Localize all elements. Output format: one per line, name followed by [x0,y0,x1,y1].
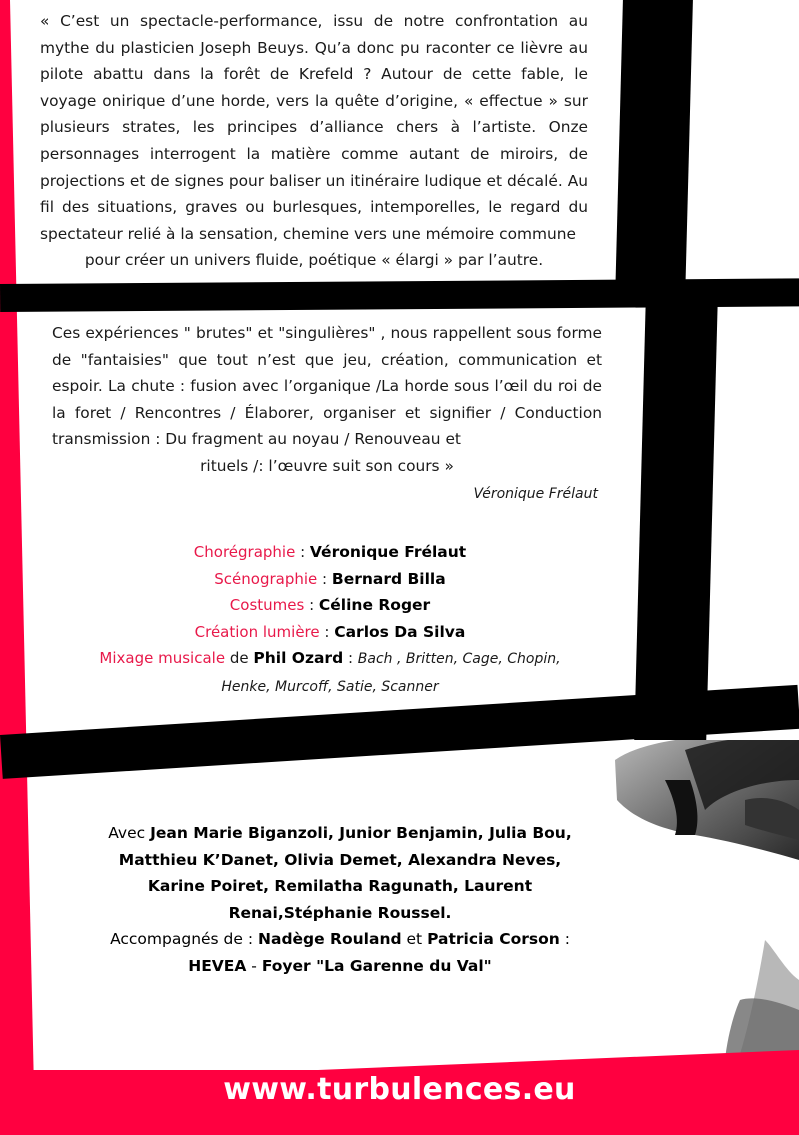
quote-paragraph [52,320,602,480]
cast-line-3 [50,873,630,900]
credit-choreography [60,539,600,566]
credit-costumes [60,592,600,619]
intro-text: « C’est un spectacle-performance, issu de notre confrontation au mythe du plasticien Joseph Beuys. Qu’a donc pu raconter ce lièvre au pilote abattu dans la forêt de Krefeld ? Autour de cette fable, le voyage onirique d’une horde, vers la quête d’origine, « effectue » sur plusieurs strates, les principes d’alliance chers à l’artiste. Onze personnages interrogent la matière comme autant de miroirs, de projections et de signes pour baliser un itinéraire ludique et décalé. Au fil des situations, graves ou burlesques, intemporelles, le regard du spectateur relié à la sensation, chemine vers une mémoire commune [40,12,588,243]
credit-role: Chorégraphie [193,543,296,561]
cast-list [50,820,630,979]
credit-separator: de [225,649,254,667]
credit-separator: : [319,622,335,641]
cast-names: Karine Poiret, Remilatha Ragunath, Laurent [147,877,533,895]
accompanied-label: Accompagnés de : [110,930,259,948]
accompanied-line [50,926,630,953]
website-link[interactable]: www.turbulences.eu [223,1072,576,1107]
intro-paragraph [40,8,588,274]
cast-names: Jean Marie Biganzoli, Junior Benjamin, Julia Bou, [150,824,572,842]
credit-person: Véronique Frélaut [309,543,467,561]
accompanist-1: Nadège Rouland [258,930,402,948]
credit-music-composers-cont [60,673,600,701]
organization-foyer: Foyer "La Garenne du Val" [261,956,492,975]
avec-label: Avec [108,824,151,842]
credit-lighting [60,619,600,646]
credit-separator: : [317,569,332,588]
accompanist-2: Patricia Corson [427,930,560,948]
credit-person: Phil Ozard [253,649,344,667]
credit-person: Carlos Da Silva [334,622,466,641]
credit-separator: : [304,596,319,614]
cast-names: Matthieu K’Danet, Olivia Demet, Alexandra Neves, [118,850,562,869]
credits-list [60,539,600,700]
organization-line [50,953,630,980]
cast-line-2 [50,847,630,874]
window-frame-vertical-top [615,0,693,300]
composers-list-continued: Henke, Murcoff, Satie, Scanner [221,678,439,695]
window-frame-horizontal-top [0,278,799,312]
and-text: et [401,930,428,948]
org-separator: - [246,956,262,975]
credit-music-mixing [60,645,600,673]
intro-last-line: pour créer un univers fluide, poétique « élargi » par l’autre. [84,251,544,270]
quote-last-line: rituels /: l’œuvre suit son cours » [200,456,454,475]
credit-separator: : [343,649,358,667]
cast-line-1 [50,820,630,847]
quote-signature: Véronique Frélaut [473,486,598,502]
credit-role: Scénographie [214,569,318,588]
cast-line-4 [50,900,630,927]
credit-separator: : [295,543,310,561]
draped-cloth-image [605,740,799,1070]
credit-scenography [60,566,600,593]
credit-person: Céline Roger [318,596,431,614]
credit-role: Costumes [229,596,305,614]
window-frame-vertical-middle [634,300,718,740]
cast-names: Renai,Stéphanie Roussel. [228,903,452,922]
colon-text: : [559,930,570,948]
credit-role: Mixage musicale [99,649,226,667]
credit-person: Bernard Billa [331,569,446,588]
organization-hevea: HEVEA [188,956,247,975]
credit-role: Création lumière [194,622,320,641]
red-left-strip [0,0,40,1135]
composers-list: Bach , Britten, Cage, Chopin, [357,651,561,667]
quote-text: Ces expériences " brutes" et "singulières" , nous rappellent sous forme de "fantaisies" que tout n’est que jeu, création, communication et espoir. La chute : fusion avec l’organique /La horde sous l’œil du roi de la foret / Rencontres / Élaborer, organiser et signifier / Conduction transmission : Du fragment au noyau / Renouveau et [52,324,602,449]
